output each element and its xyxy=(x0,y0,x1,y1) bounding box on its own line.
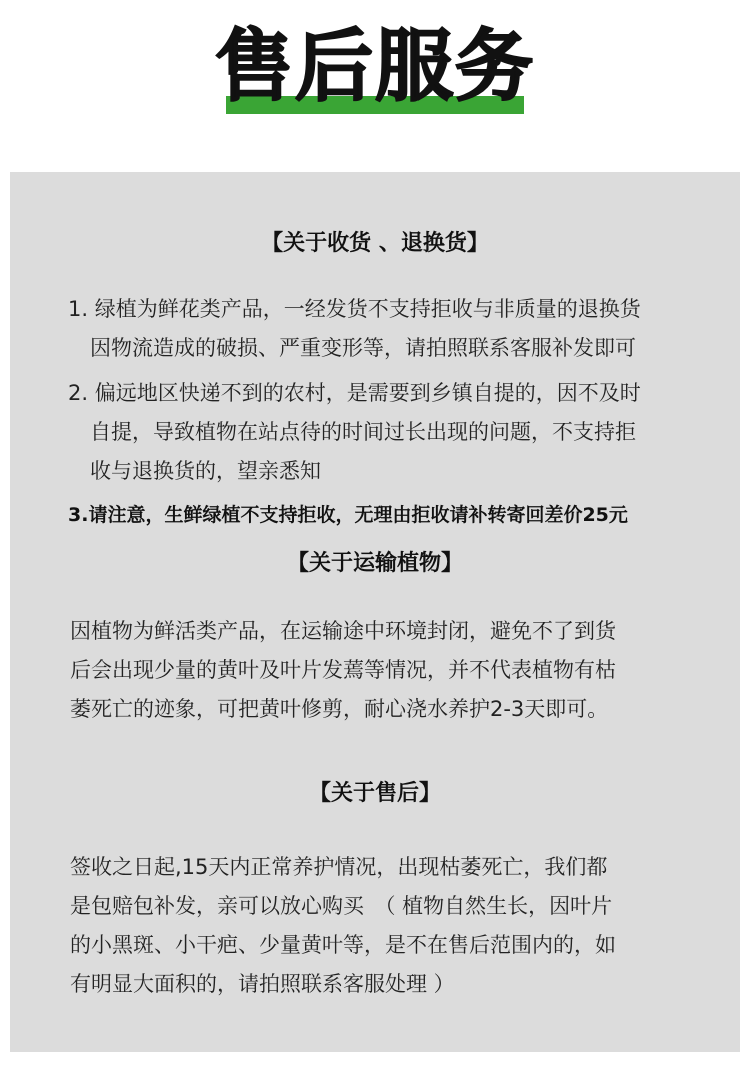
list-item-1-line-1: 1. 绿植为鲜花类产品，一经发货不支持拒收与非质量的退换货 xyxy=(68,297,641,321)
after-sales-line-3: 的小黑斑、小干疤、少量黄叶等，是不在售后范围内的，如 xyxy=(70,933,616,957)
transport-line-3: 萎死亡的迹象，可把黄叶修剪，耐心浇水养护2-3天即可。 xyxy=(70,697,609,721)
list-item-2-line-1: 2. 偏远地区快递不到的农村，是需要到乡镇自提的，因不及时 xyxy=(68,381,641,405)
after-sales-line-4: 有明显大面积的，请拍照联系客服处理 ） xyxy=(70,972,455,996)
after-sales-line-2: 是包赔包补发，亲可以放心购买 （ 植物自然生长，因叶片 xyxy=(70,894,613,918)
list-item-2-line-2: 自提，导致植物在站点待的时间过长出现的问题，不支持拒 xyxy=(90,420,636,444)
transport-line-1: 因植物为鲜活类产品，在运输途中环境封闭，避免不了到货 xyxy=(70,619,616,643)
list-item-2-line-3: 收与退换货的，望亲悉知 xyxy=(90,459,321,483)
title-block xyxy=(0,0,750,130)
section-heading-receipt: 【关于收货 、退换货】 xyxy=(261,231,489,256)
section-heading-transport: 【关于运输植物】 xyxy=(286,551,463,576)
transport-line-2: 后会出现少量的黄叶及叶片发蔫等情况，并不代表植物有枯 xyxy=(70,658,616,682)
after-sales-line-1: 签收之日起,15天内正常养护情况，出现枯萎死亡，我们都 xyxy=(70,855,608,879)
reject-notice: 3.请注意，生鲜绿植不支持拒收，无理由拒收请补转寄回差价25元 xyxy=(68,504,628,526)
section-heading-after-sales: 【关于售后】 xyxy=(308,781,441,806)
list-item-1-line-2: 因物流造成的破损、严重变形等，请拍照联系客服补发即可 xyxy=(90,336,636,360)
page-title: 售后服务 xyxy=(214,22,535,112)
